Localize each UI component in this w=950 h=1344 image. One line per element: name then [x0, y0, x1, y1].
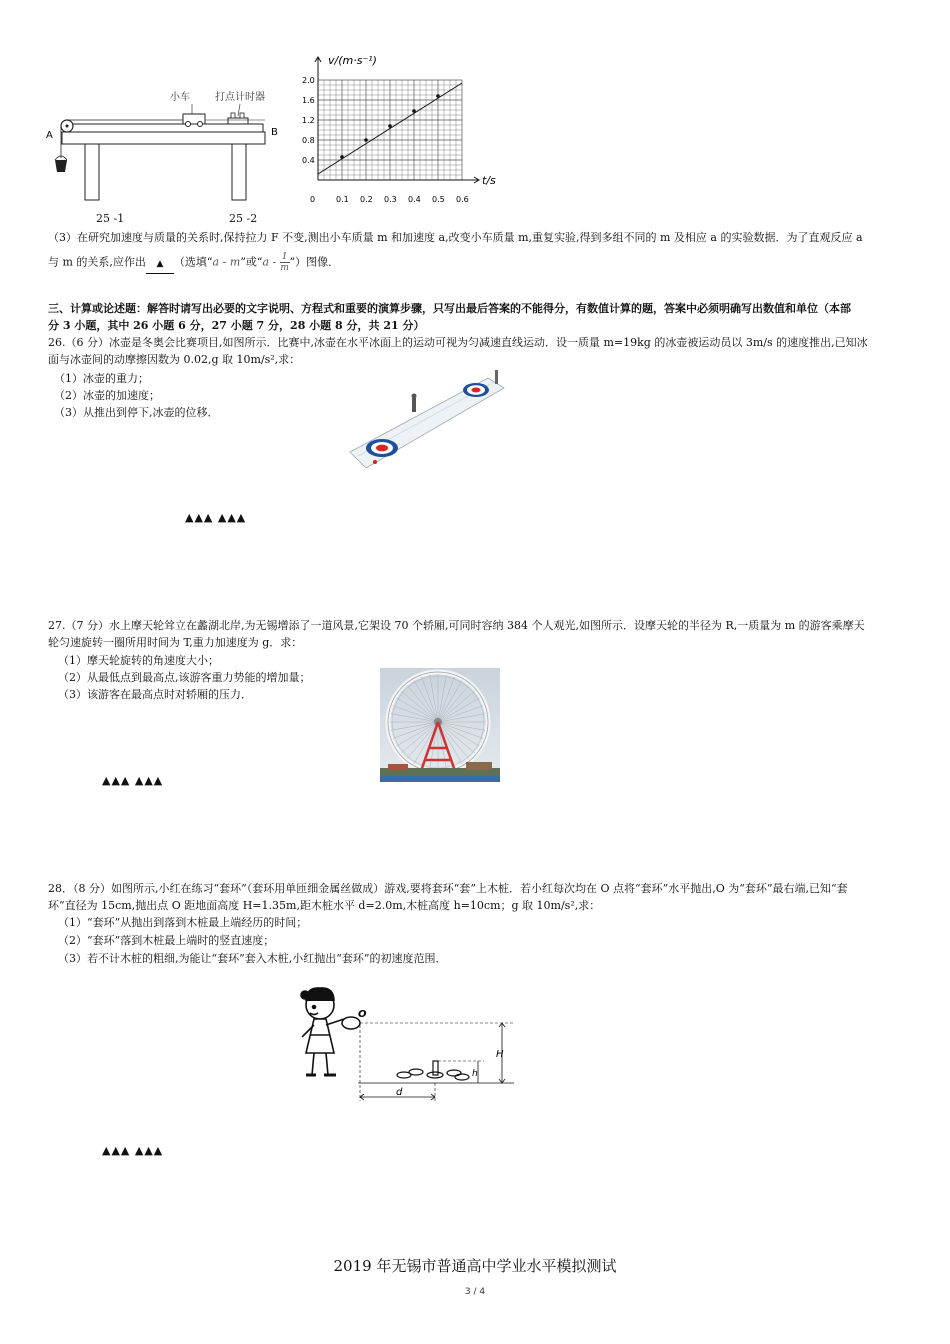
height-small-h-label: h: [472, 1069, 478, 1079]
x-tick-label: 0.5: [432, 195, 445, 204]
x-tick-label: 0.3: [384, 195, 397, 204]
q26-stem-line2: 面与冰壶间的动摩擦因数为 0.02,g 取 10m/s²,求：: [48, 353, 301, 366]
q25-part3-line1: （3）在研究加速度与质量的关系时,保持拉力 F 不变,测出小车质量 m 和加速度 a,改变小车质量 m,重复实验,得到多组不同的 m 及相应 a 的实验数据．为了直观反应 a: [48, 231, 863, 244]
q27-answer-space-marks: ▲▲▲ ▲▲▲: [102, 774, 164, 787]
q28-stem-line1: 28．（8 分）如图所示,小红在练习“套环”（套环用单匝细金属丝做成）游戏,要将套环“套”上木桩．若小红每次均在 O 点将“套环”水平抛出,O 为“套环”最右端,已知“套: [48, 882, 848, 895]
x-axis-label: t/s: [482, 174, 496, 187]
q28-answer-space-marks: ▲▲▲ ▲▲▲: [102, 1144, 164, 1157]
figure-caption-25-2: 25 -2: [229, 212, 258, 225]
data-point: [388, 124, 392, 128]
page-number: 3 / 4: [464, 1287, 486, 1297]
data-point: [340, 155, 344, 159]
option-a-1-over-m: a - $\frac{1}{m}$: [262, 252, 289, 273]
option-a-m: a - m: [212, 255, 241, 269]
q28-part3: （3）若不计木桩的粗细,为能让“套环”套入木桩,小红抛出“套环”的初速度范围．: [58, 952, 447, 965]
girl-figure: [301, 988, 344, 1075]
table-leg: [232, 144, 246, 200]
y-tick-label: 0.4: [302, 156, 315, 165]
answer-blank: ▲: [146, 256, 174, 274]
q28-part2: （2）“套环”落到木桩最上端时的竖直速度；: [58, 934, 275, 947]
ticker-timer: [228, 118, 248, 124]
q25-part3-line2: [48, 252, 339, 274]
x-tick-label: 0.2: [360, 195, 373, 204]
q27-stem-line1: 27.（7 分）水上摩天轮耸立在蠡湖北岸,为无锡增添了一道风景,它架设 70 个轿厢,可同时容纳 384 个人观光,如图所示．设摩天轮的半径为 R,一质量为 m 的游客乘摩天: [48, 619, 865, 632]
section3-heading-line1: 三、计算或论述题：解答时请写出必要的文字说明、方程式和重要的演算步骤，只写出最后答案的不能得分，有数值计算的题，答案中必须明确写出数值和单位（本部: [48, 302, 851, 315]
q27-stem-line2: 轮匀速旋转一圈所用时间为 T,重力加速度为 g．求：: [48, 636, 303, 649]
y-axis-label: v/(m·s⁻¹): [328, 54, 377, 67]
graph-grid: [318, 80, 462, 180]
q26-part1: （1）冰壶的重力；: [54, 372, 149, 385]
ferris-wheel-photo: [380, 668, 500, 782]
x-tick-label: 0.4: [408, 195, 421, 204]
data-point: [364, 138, 368, 142]
figure-25-2-vt-graph: [296, 52, 516, 212]
q27-part2: （2）从最低点到最高点,该游客重力势能的增加量；: [58, 671, 311, 684]
track-board: [68, 124, 263, 132]
figure-caption-25-1: 25 -1: [96, 212, 125, 225]
q26-part3: （3）从推出到停下,冰壶的位移．: [54, 406, 219, 419]
table-top: [62, 132, 265, 144]
q25-part3-text-c: ”或“: [240, 255, 263, 269]
q26-stem-line1: 26.（6 分）冰壶是冬奥会比赛项目,如图所示．比赛中,冰壶在水平冰面上的运动可视为匀减速直线运动．设一质量 m=19kg 的冰壶被运动员以 3m/s 的速度推出,已知冰: [48, 336, 868, 349]
y-tick-label: 0.8: [302, 136, 315, 145]
figure-25-1-apparatus: [40, 80, 285, 230]
q28-stem-line2: 环”直径为 15cm,抛出点 O 距地面高度 H=1.35m,距木桩水平 d=2.0m,木桩高度 h=10cm；g 取 10m/s²,求：: [48, 899, 601, 912]
section3-heading-line2: 分 3 小题，其中 26 小题 6 分，27 小题 7 分，28 小题 8 分，共 21 分）: [48, 319, 425, 332]
athlete-figure: [412, 398, 416, 412]
distance-d-label: d: [396, 1087, 403, 1098]
car-label: 小车: [170, 92, 190, 103]
fraction-numerator: 1: [281, 252, 288, 262]
q27-part1: （1）摩天轮旋转的角速度大小；: [58, 654, 219, 667]
q25-part3-text-a: 与 m 的关系,应作出: [48, 255, 146, 269]
point-o-label: O: [358, 1009, 367, 1020]
q26-answer-space-marks: ▲▲▲ ▲▲▲: [185, 511, 247, 524]
y-tick-label: 1.2: [302, 116, 315, 125]
fraction-denominator: m: [280, 263, 289, 273]
q25-part3-text-d: ”）图像．: [289, 255, 340, 269]
y-tick-label: 1.6: [302, 96, 315, 105]
height-big-h-label: H: [496, 1049, 504, 1060]
hanging-bucket: [55, 160, 67, 172]
label-b: B: [271, 127, 278, 138]
label-a: A: [46, 130, 53, 141]
table-leg: [85, 144, 99, 200]
q27-part3: （3）该游客在最高点时对轿厢的压力．: [58, 688, 252, 701]
exam-title-footer: 2019 年无锡市普通高中学业水平模拟测试: [333, 1257, 617, 1275]
timer-label: 打点计时器: [215, 92, 265, 103]
x-tick-label: 0: [310, 195, 316, 204]
wooden-peg: [433, 1061, 438, 1075]
q25-part3-text-b: （选填“: [173, 255, 213, 269]
data-point: [436, 94, 440, 98]
x-tick-label: 0.1: [336, 195, 349, 204]
x-tick-label: 0.6: [456, 195, 469, 204]
data-point: [412, 109, 416, 113]
ring-toss-diagram: [292, 975, 524, 1105]
y-tick-label: 2.0: [302, 76, 315, 85]
q28-part1: （1）“套环”从抛出到落到木桩最上端经历的时间；: [58, 916, 308, 929]
athlete-figure: [495, 370, 498, 384]
curling-rink-illustration: [348, 368, 506, 470]
q26-part2: （2）冰壶的加速度；: [54, 389, 160, 402]
